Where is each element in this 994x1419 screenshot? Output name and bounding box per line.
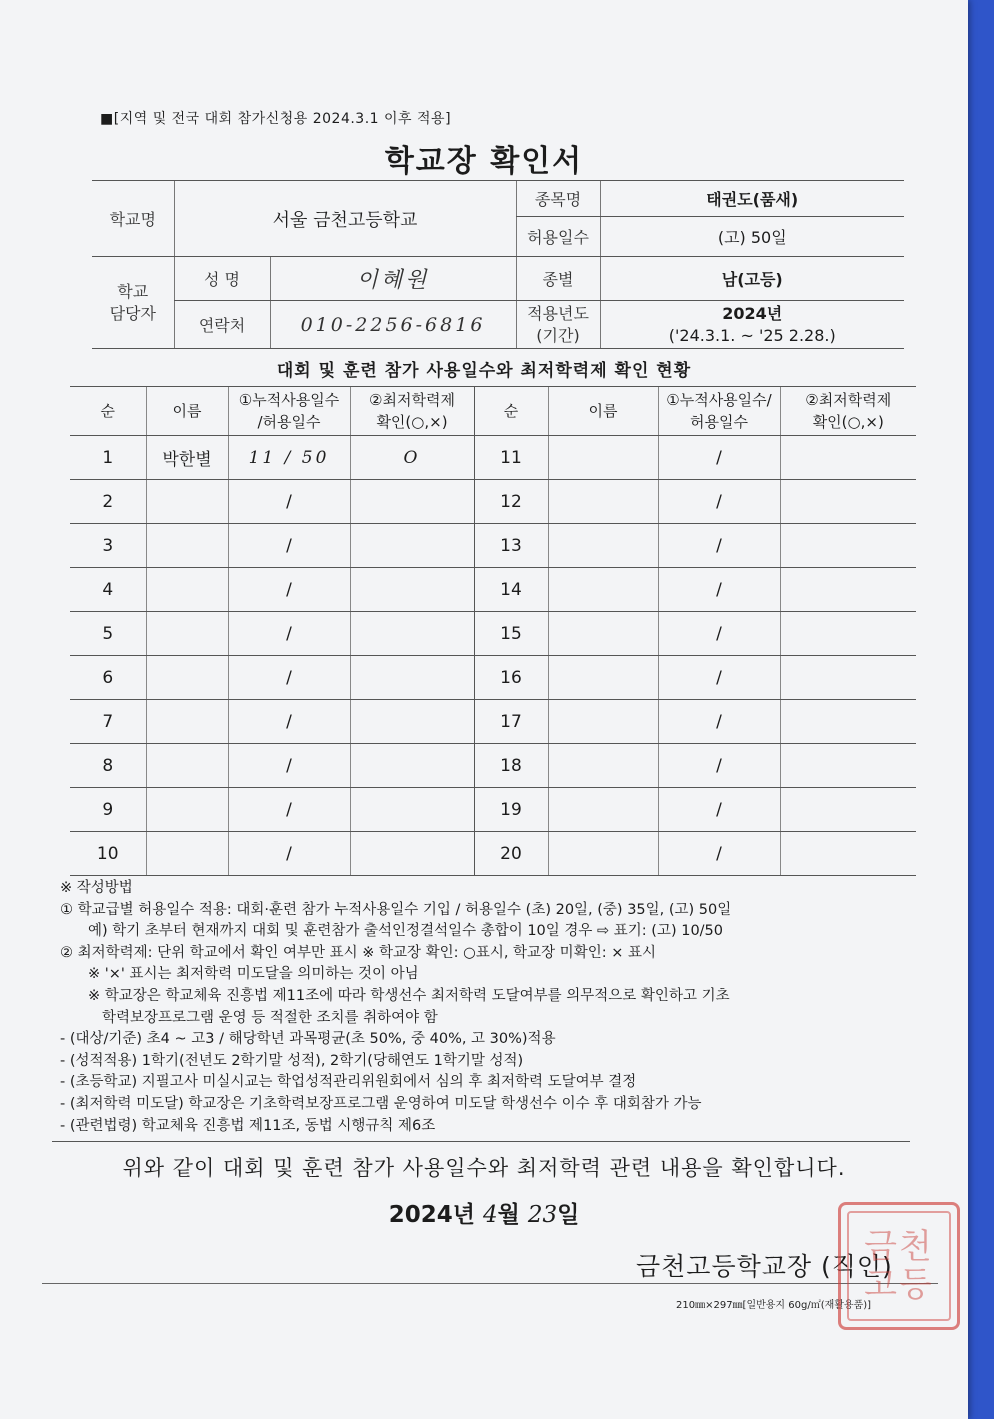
used-days: / [658,656,780,700]
row-number: 6 [70,656,146,700]
athlete-name [146,832,228,876]
instruction-line: - (초등학교) 지필고사 미실시교는 학업성적관리위원회에서 심의 후 최저학력 도달여부 결정 [60,1074,637,1091]
principal-signature-line: 금천고등학교장 (직인) [636,1252,893,1281]
apply-year-value: 2024년 [722,303,783,323]
roster-header-row [70,387,916,436]
row-number: 14 [474,568,548,612]
row-number: 15 [474,612,548,656]
confirmation-statement: 위와 같이 대회 및 훈련 참가 사용일수와 최저학력 관련 내용을 확인합니다. [122,1156,846,1180]
used-days: / [658,612,780,656]
date-month-handwritten: 4 [482,1202,498,1228]
date-year: 2024년 [388,1202,475,1228]
footer-divider [42,1283,938,1284]
athlete-roster-table [70,386,916,876]
row-number: 17 [474,700,548,744]
instruction-line: ① 학교급별 허용일수 적용: 대회·훈련 참가 누적사용일수 기입 / 허용일수 (초) 20일, (중) 35일, (고) 50일 [60,901,732,918]
apply-year-cell [600,301,904,349]
used-days: / [228,480,350,524]
date-day-label: 일 [557,1202,580,1228]
min-grade-check [350,480,474,524]
roster-row [70,744,916,788]
roster-row [70,788,916,832]
used-days: / [658,568,780,612]
used-days: / [658,788,780,832]
roster-row [70,700,916,744]
used-days: / [228,612,350,656]
used-days: / [228,568,350,612]
used-days: / [228,524,350,568]
roster-row [70,480,916,524]
min-grade-check [780,568,916,612]
section-title: 대회 및 훈련 참가 사용일수와 최저학력제 확인 현황 [276,361,692,381]
min-grade-check [780,524,916,568]
sport-value: 태권도(품새) [600,181,904,217]
row-number: 20 [474,832,548,876]
used-days: / [228,700,350,744]
row-number: 1 [70,436,146,480]
instruction-line: ② 최저학력제: 단위 학교에서 확인 여부만 표시 ※ 학교장 확인: ○표시, 학교장 미확인: × 표시 [60,944,656,961]
manager-name-label: 성 명 [174,257,270,301]
header-min-grade-right: ②최저학력제 확인(○,×) [780,387,916,436]
used-days: 11 / 50 [228,436,350,480]
official-seal-stamp [838,1202,960,1330]
athlete-name [146,524,228,568]
roster-row [70,832,916,876]
row-number: 13 [474,524,548,568]
min-grade-check [780,612,916,656]
athlete-name [548,436,658,480]
instruction-line: - (성적적용) 1학기(전년도 2학기말 성적), 2학기(당해연도 1학기말 성적) [60,1052,524,1069]
row-number: 9 [70,788,146,832]
instruction-line: - (대상/기준) 초4 ~ 고3 / 해당학년 과목평균(초 50%, 중 40%, 고 30%)적용 [60,1031,556,1048]
header-min-grade-left: ②최저학력제 확인(○,×) [350,387,474,436]
category-value: 남(고등) [600,257,904,301]
used-days: / [228,788,350,832]
roster-row [70,436,916,480]
row-number: 10 [70,832,146,876]
seal-lettering: 금천 고등 [864,1227,934,1305]
roster-row [70,656,916,700]
roster-row [70,612,916,656]
min-grade-check [780,832,916,876]
row-number: 2 [70,480,146,524]
used-days: / [658,832,780,876]
header-no-right: 순 [474,387,548,436]
paper-spec: 210㎜×297㎜[일반용지 60g/㎡(재활용품)] [676,1300,872,1311]
instruction-line: 학력보장프로그램 운영 등 적절한 조치를 취하여야 함 [102,1009,438,1026]
row-number: 19 [474,788,548,832]
min-grade-check: O [350,436,474,480]
min-grade-check [780,700,916,744]
instruction-line: - (최저학력 미도달) 학교장은 기초학력보장프로그램 운영하여 미도달 학생선수 이수 후 대회참가 가능 [60,1095,702,1112]
sport-label: 종목명 [516,181,600,217]
instructions-divider [52,1141,910,1142]
athlete-name [548,524,658,568]
used-days: / [658,480,780,524]
row-number: 8 [70,744,146,788]
roster-row [70,524,916,568]
min-grade-check [350,700,474,744]
apply-year-label: 적용년도 (기간) [516,301,600,349]
used-days: / [658,524,780,568]
used-days: / [658,744,780,788]
min-grade-check [780,436,916,480]
header-days-right: ①누적사용일수/ 허용일수 [658,387,780,436]
athlete-name [146,568,228,612]
school-name-value: 서울 금천고등학교 [174,181,516,257]
school-name-label: 학교명 [92,181,174,257]
min-grade-check [780,744,916,788]
roster-row [70,568,916,612]
athlete-name [548,744,658,788]
header-name-left: 이름 [146,387,228,436]
min-grade-check [780,656,916,700]
date-day-handwritten: 23 [527,1202,558,1228]
row-number: 16 [474,656,548,700]
header-days-left: ①누적사용일수 /허용일수 [228,387,350,436]
header-no-left: 순 [70,387,146,436]
athlete-name [146,744,228,788]
athlete-name [146,788,228,832]
athlete-name [146,480,228,524]
athlete-name [548,612,658,656]
allowed-days-label: 허용일수 [516,217,600,257]
row-number: 3 [70,524,146,568]
row-number: 12 [474,480,548,524]
instruction-line: - (관련법령) 학교체육 진흥법 제11조, 동법 시행규칙 제6조 [60,1117,436,1134]
instruction-line: ※ '×' 표시는 최저학력 미도달을 의미하는 것이 아님 [88,966,419,983]
instruction-line: ※ 학교장은 학교체육 진흥법 제11조에 따라 학생선수 최저학력 도달여부를 의무적으로 확인하고 기초 [88,987,730,1004]
row-number: 4 [70,568,146,612]
row-number: 5 [70,612,146,656]
row-number: 7 [70,700,146,744]
min-grade-check [350,832,474,876]
min-grade-check [350,744,474,788]
apply-period-value: ('24.3.1. ~ '25 2.28.) [668,325,836,345]
used-days: / [658,436,780,480]
used-days: / [228,656,350,700]
min-grade-check [780,788,916,832]
instruction-line: 예) 학기 초부터 현재까지 대회 및 훈련참가 출석인정결석일수 총합이 10일 경우 ⇨ 표기: (고) 10/50 [88,923,724,940]
date-month-label: 월 [497,1202,520,1228]
used-days: / [658,700,780,744]
min-grade-check [780,480,916,524]
used-days: / [228,744,350,788]
allowed-days-value: (고) 50일 [600,217,904,257]
school-manager-label: 학교 담당자 [92,257,174,349]
min-grade-check [350,524,474,568]
athlete-name: 박한별 [146,436,228,480]
athlete-name [146,700,228,744]
instruction-line: ※ 작성방법 [60,880,133,896]
issue-date [0,1196,968,1229]
athlete-name [548,832,658,876]
row-number: 18 [474,744,548,788]
header-name-right: 이름 [548,387,658,436]
athlete-name [548,656,658,700]
min-grade-check [350,612,474,656]
athlete-name [146,656,228,700]
min-grade-check [350,656,474,700]
form-header-note: ■[지역 및 전국 대회 참가신청용 2024.3.1 이후 적용] [100,111,452,127]
category-label: 종별 [516,257,600,301]
athlete-name [548,788,658,832]
athlete-name [146,612,228,656]
min-grade-check [350,568,474,612]
row-number: 11 [474,436,548,480]
used-days: / [228,832,350,876]
school-info-table [92,180,904,349]
min-grade-check [350,788,474,832]
athlete-name [548,568,658,612]
athlete-name [548,700,658,744]
contact-label: 연락처 [174,301,270,349]
manager-name-handwritten: 이혜원 [270,257,516,301]
writing-instructions [60,878,940,1137]
athlete-name [548,480,658,524]
contact-handwritten: 010-2256-6816 [270,301,516,349]
document-title: 학교장 확인서 [384,144,584,179]
